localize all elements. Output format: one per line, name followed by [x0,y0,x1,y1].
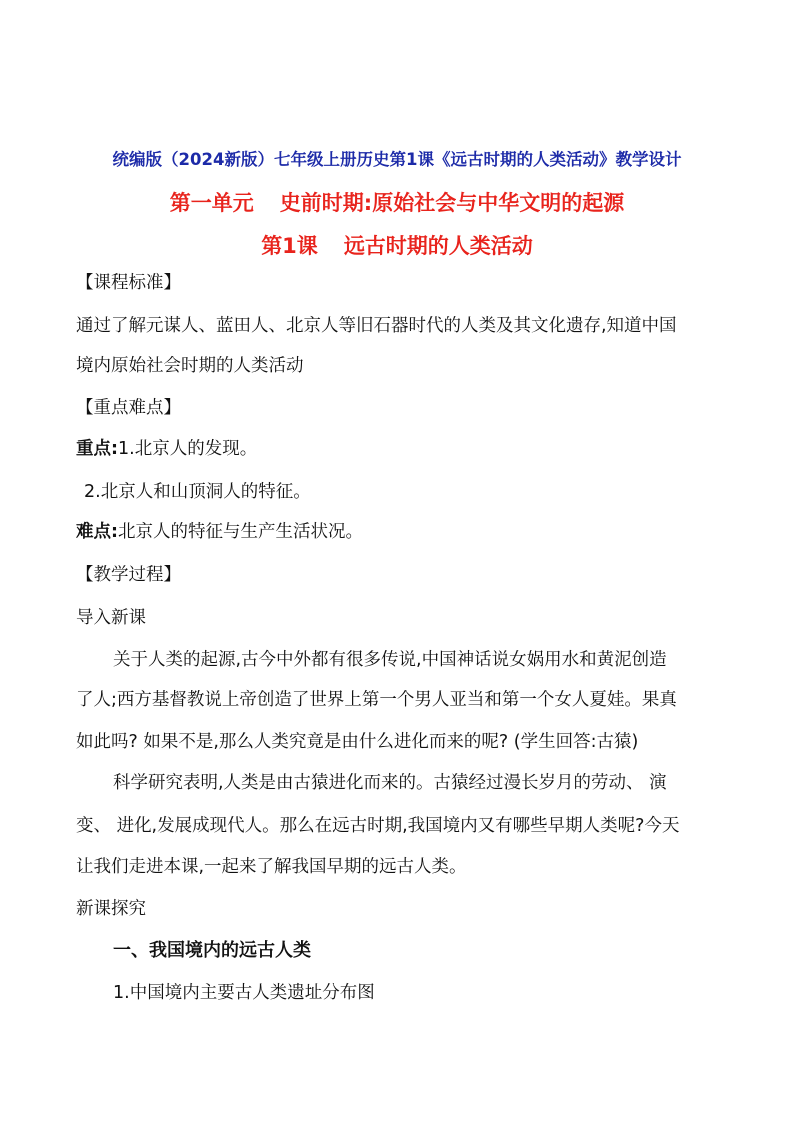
paragraph-line: 科学研究表明,人类是由古猿进化而来的。古猿经过漫长岁月的劳动、 演 [113,773,667,793]
paragraph-line: 变、 进化,发展成现代人。那么在远古时期,我国境内又有哪些早期人类呢?今天 [76,816,680,836]
section-heading: 一、我国境内的远古人类 [113,940,311,961]
difficulty-line [76,520,363,544]
difficulty-label: 难点: [76,522,118,542]
focus-label: 重点: [76,439,118,459]
paragraph-line: 让我们走进本课,一起来了解我国早期的远古人类。 [76,857,467,877]
lesson-title [0,230,794,260]
lesson-label: 第1课 [261,234,318,258]
key-points-heading: 【重点难点】 [76,398,181,418]
standard-text-line: 境内原始社会时期的人类活动 [76,356,304,376]
paragraph-line: 关于人类的起源,古今中外都有很多传说,中国神话说女娲用水和黄泥创造 [113,650,667,670]
unit-name: 史前时期:原始社会与中华文明的起源 [279,191,625,215]
paragraph-line: 了人;西方基督教说上帝创造了世界上第一个男人亚当和第一个女人夏娃。果真 [76,690,677,710]
process-heading: 【教学过程】 [76,565,181,585]
explore-heading: 新课探究 [76,899,146,919]
standard-heading: 【课程标准】 [76,273,181,293]
focus-line [76,437,257,461]
focus-item: 2.北京人和山顶洞人的特征。 [84,482,311,502]
focus-item: 1.北京人的发现。 [118,439,258,459]
document-title: 统编版（2024新版）七年级上册历史第1课《远古时期的人类活动》教学设计 [112,150,682,169]
list-item: 1.中国境内主要古人类遗址分布图 [113,983,375,1003]
intro-heading: 导入新课 [76,608,146,628]
difficulty-text: 北京人的特征与生产生活状况。 [118,522,363,542]
paragraph-line: 如此吗? 如果不是,那么人类究竟是由什么进化而来的呢? (学生回答:古猿) [76,732,639,752]
unit-label: 第一单元 [169,191,254,215]
standard-text-line: 通过了解元谋人、蓝田人、北京人等旧石器时代的人类及其文化遗存,知道中国 [76,316,677,336]
unit-title [0,187,794,217]
lesson-name: 远古时期的人类活动 [343,234,533,258]
